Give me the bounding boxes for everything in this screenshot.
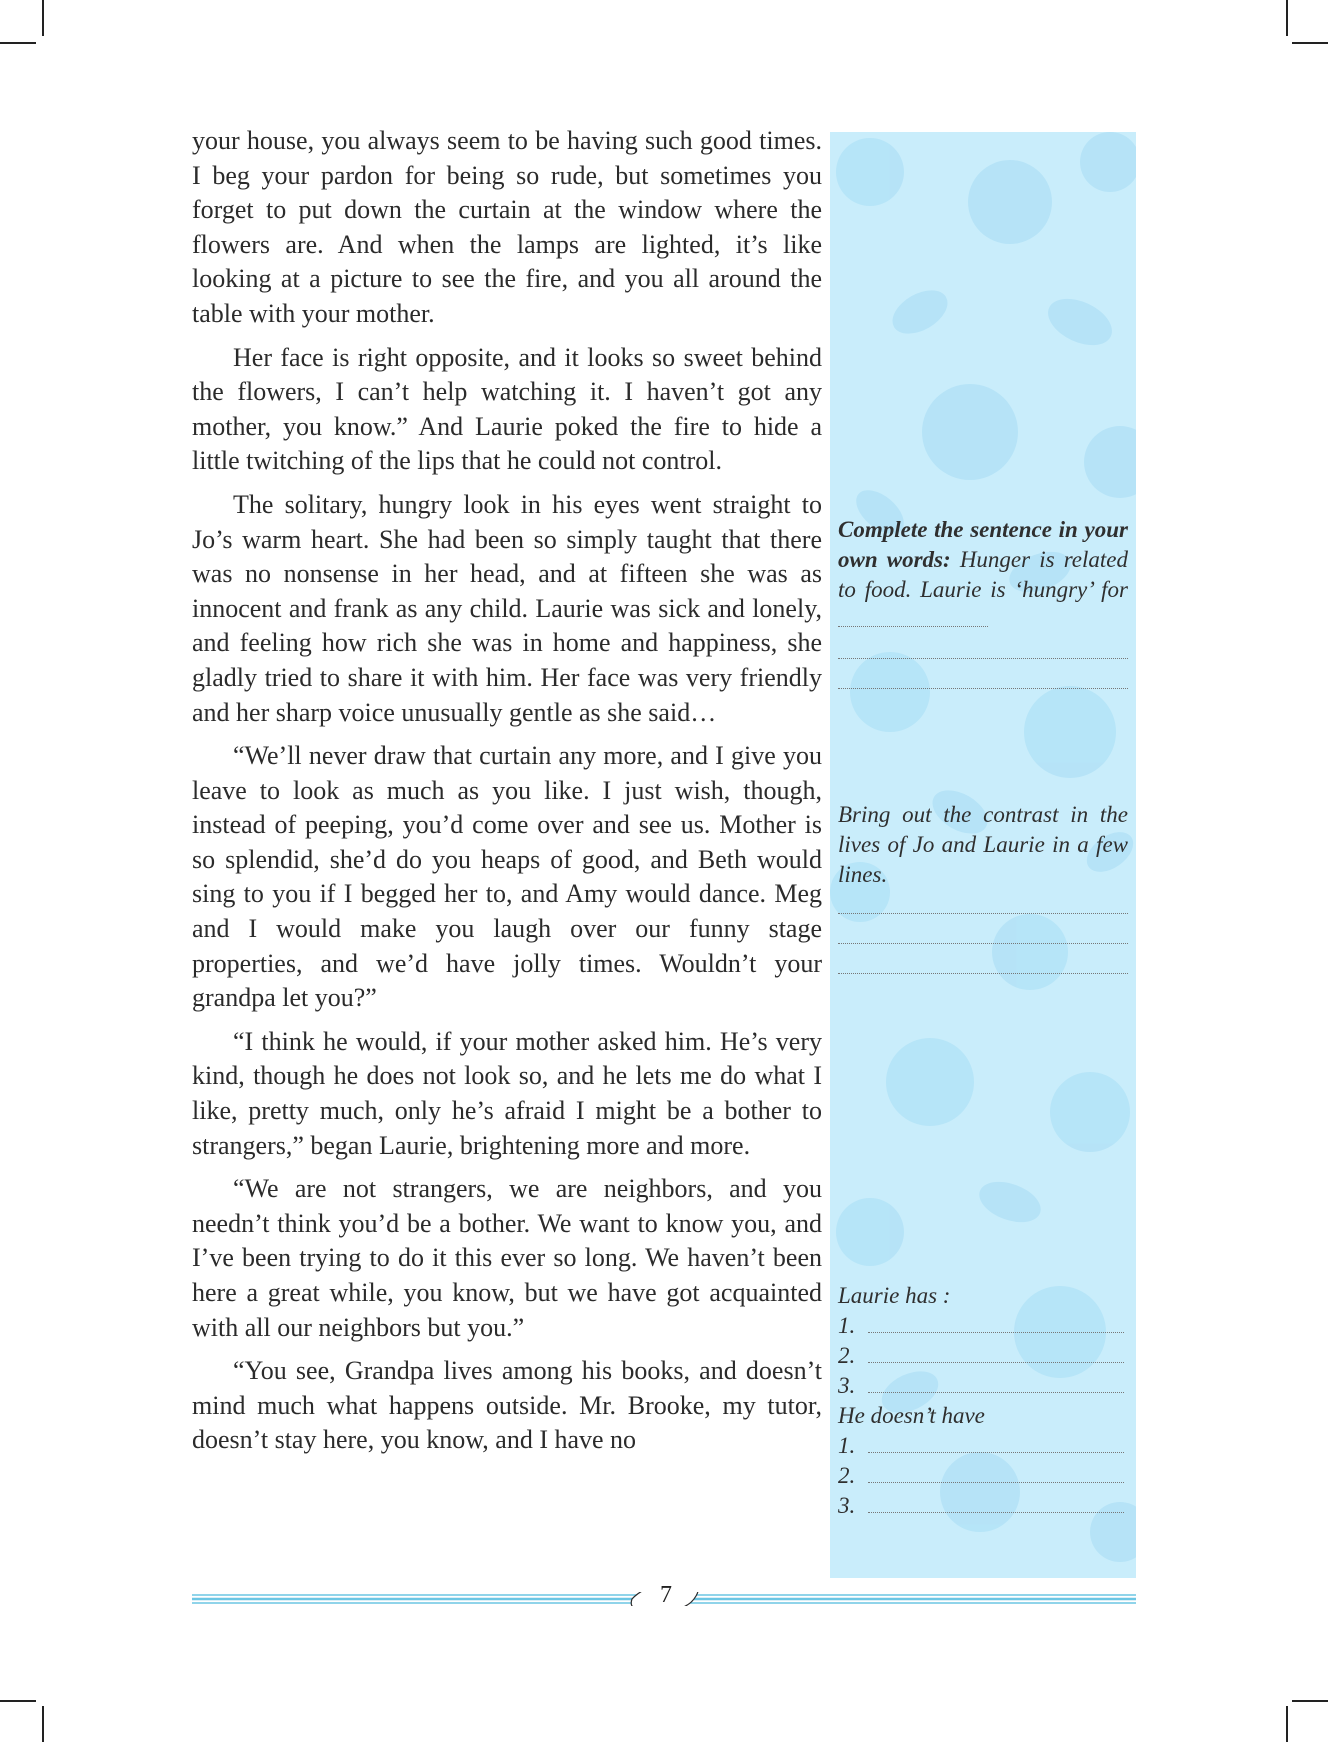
- answer-line[interactable]: [868, 1331, 1124, 1333]
- answer-line[interactable]: [838, 625, 988, 627]
- paragraph: “I think he would, if your mother asked him. He’s very kind, though he does not look so, and he lets me do what I like, pretty much, only he’s afraid I might be a bother to strangers,” began Laurie, brightening more and more.: [192, 1026, 822, 1160]
- list-number: 3.: [838, 1373, 856, 1398]
- crop-mark: [1292, 1700, 1328, 1702]
- note-lead: Complete the sentence in your own words:: [838, 517, 1128, 572]
- crop-mark: [0, 42, 36, 44]
- paragraph: “We are not strangers, we are neighbors, and you needn’t think you’d be a bother. We want to know you, and I’ve been trying to do it this ever so long. We haven’t been here a great while, you know, but we have got acquainted with all our neighbors but you.”: [192, 1174, 822, 1342]
- note-label: He doesn’t have: [838, 1403, 985, 1428]
- answer-line[interactable]: [838, 912, 1128, 914]
- paragraph: Her face is right opposite, and it looks so sweet behind the flowers, I can’t help watching it. I haven’t got any mother, you know.” And Laurie poked the fire to hide a little twitching of the lips that he could not control.: [192, 342, 822, 476]
- answer-line[interactable]: [868, 1481, 1124, 1483]
- paragraph: your house, you always seem to be having such good times. I beg your pardon for being so rude, but sometimes you forget to put down the curtain at the window where the flowers are. And when the lamps are lighted, it’s like looking at a picture to see the fire, and you all around the table with your mother.: [192, 126, 822, 328]
- list-number: 1.: [838, 1313, 856, 1338]
- crop-mark: [1292, 42, 1328, 44]
- answer-line[interactable]: [838, 687, 1128, 689]
- crop-mark: [42, 0, 44, 36]
- paragraph: “You see, Grandpa lives among his books, and doesn’t mind much what happens outside. Mr. Brooke, my tutor, doesn’t stay here, you know, and I have no: [192, 1356, 822, 1455]
- list-number: 3.: [838, 1493, 856, 1518]
- answer-line[interactable]: [868, 1391, 1124, 1393]
- page-number: 7: [660, 1582, 672, 1608]
- answer-line[interactable]: [868, 1451, 1124, 1453]
- activity-sidebar: [830, 132, 1136, 1578]
- note-label: Laurie has :: [838, 1283, 951, 1308]
- list-number: 1.: [838, 1433, 856, 1458]
- answer-line[interactable]: [868, 1361, 1124, 1363]
- note-text: Hunger is related to food. Laurie is ‘hungry’ for: [838, 547, 1128, 602]
- answer-line[interactable]: [868, 1511, 1124, 1513]
- crop-mark: [0, 1700, 36, 1702]
- note-contrast: [838, 800, 1128, 980]
- paragraph: “We’ll never draw that curtain any more, and I give you leave to look as much as you like. I just wish, though, instead of peeping, you’d come over and see us. Mother is so splendid, she’d do you heaps of good, and Beth would sing to you if I begged her to, and Amy would dance. Meg and I would make you laugh over our funny stage properties, and we’d have jolly times. Wouldn’t your grandpa let you?”: [192, 741, 822, 1013]
- note-text: Bring out the contrast in the lives of Jo and Laurie in a few lines.: [838, 802, 1128, 887]
- note-laurie-has: [838, 1281, 1128, 1521]
- list-number: 2.: [838, 1463, 856, 1488]
- paragraph: The solitary, hungry look in his eyes went straight to Jo’s warm heart. She had been so simply taught that there was no nonsense in her head, and at fifteen she was as innocent and frank as any child. Laurie was sick and lonely, and feeling how rich she was in home and happiness, she gladly tried to share it with him. Her face was very friendly and her sharp voice unusually gentle as she said…: [192, 489, 822, 727]
- answer-line[interactable]: [838, 942, 1128, 944]
- crop-mark: [1286, 0, 1288, 36]
- crop-mark: [1286, 1706, 1288, 1742]
- story-text: [192, 124, 822, 1467]
- answer-line[interactable]: [838, 657, 1128, 659]
- note-hunger: [838, 515, 1128, 695]
- crop-mark: [42, 1706, 44, 1742]
- answer-line[interactable]: [838, 972, 1128, 974]
- list-number: 2.: [838, 1343, 856, 1368]
